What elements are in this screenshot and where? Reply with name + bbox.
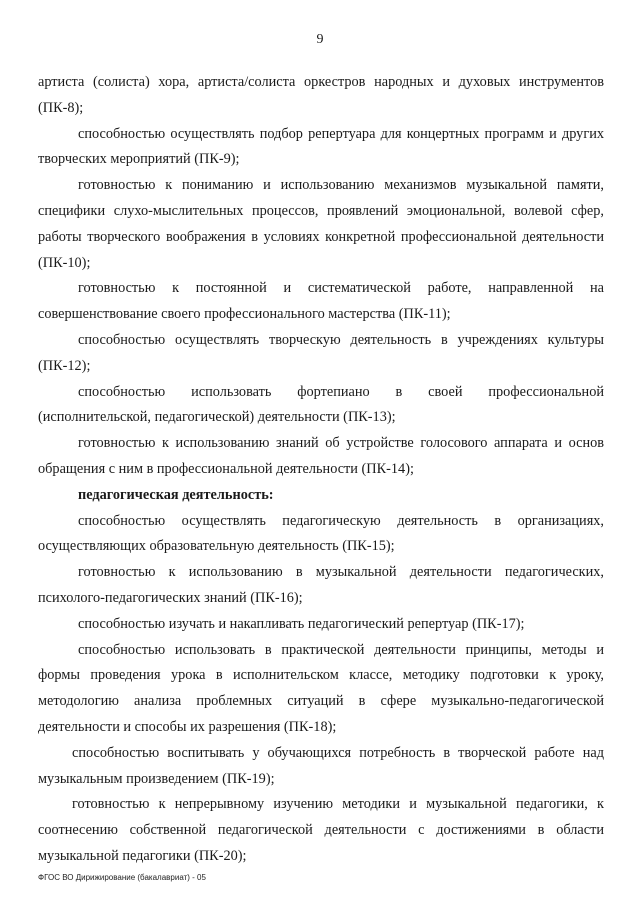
section-heading: педагогическая деятельность: [78,486,274,503]
paragraph: способностью воспитывать у обучающихся потребность в творческой работе над музыкальным произведением (ПК-19); [38,744,604,787]
paragraph: способностью осуществлять творческую деятельность в учреждениях культуры (ПК-12); [38,331,604,374]
footer-label: ФГОС ВО Дирижирование (бакалавриат) - 05 [38,873,206,882]
page-number: 9 [316,32,324,47]
paragraph: способностью изучать и накапливать педагогический репертуар (ПК-17); [78,615,525,632]
paragraph: способностью осуществлять подбор репертуара для концертных программ и других творческих мероприятий (ПК-9); [38,125,604,168]
paragraph: способностью использовать фортепиано в своей профессиональной (исполнительской, педагогической) деятельности (ПК-13); [38,383,604,426]
paragraph: готовностью к пониманию и использованию механизмов музыкальной памяти, специфики слухо-мыслительных процессов, проявлений эмоциональной, волевой сфер, работы творческого воображения в условиях конкретной профессиональной деятельности (ПК-10); [38,177,604,271]
paragraph: готовностью к использованию знаний об устройстве голосового аппарата и основ обращения с ним в профессиональной деятельности (ПК-14); [38,435,604,477]
paragraph: готовностью к непрерывному изучению методики и музыкальной педагогики, к соотнесению собственной педагогической деятельности с достижениями в области музыкальной педагогики (ПК-20); [38,796,604,864]
paragraph: способностью осуществлять педагогическую деятельность в организациях, осуществляющих образовательную деятельность (ПК-15); [38,512,604,555]
document-body [38,70,604,870]
paragraph: артиста (солиста) хора, артиста/солиста оркестров народных и духовых инструментов (ПК-8); [38,74,604,116]
paragraph: готовностью к постоянной и систематической работе, направленной на совершенствование своего профессионального мастерства (ПК-11); [38,280,604,323]
paragraph: способностью использовать в практической деятельности принципы, методы и формы проведения урока в исполнительском классе, методику подготовки к уроку, методологию анализа проблемных ситуаций в сфере музыкально-педагогической деятельности и способы их разрешения (ПК-18); [38,641,604,735]
paragraph: готовностью к использованию в музыкальной деятельности педагогических, психолого-педагогических знаний (ПК-16); [38,564,604,606]
